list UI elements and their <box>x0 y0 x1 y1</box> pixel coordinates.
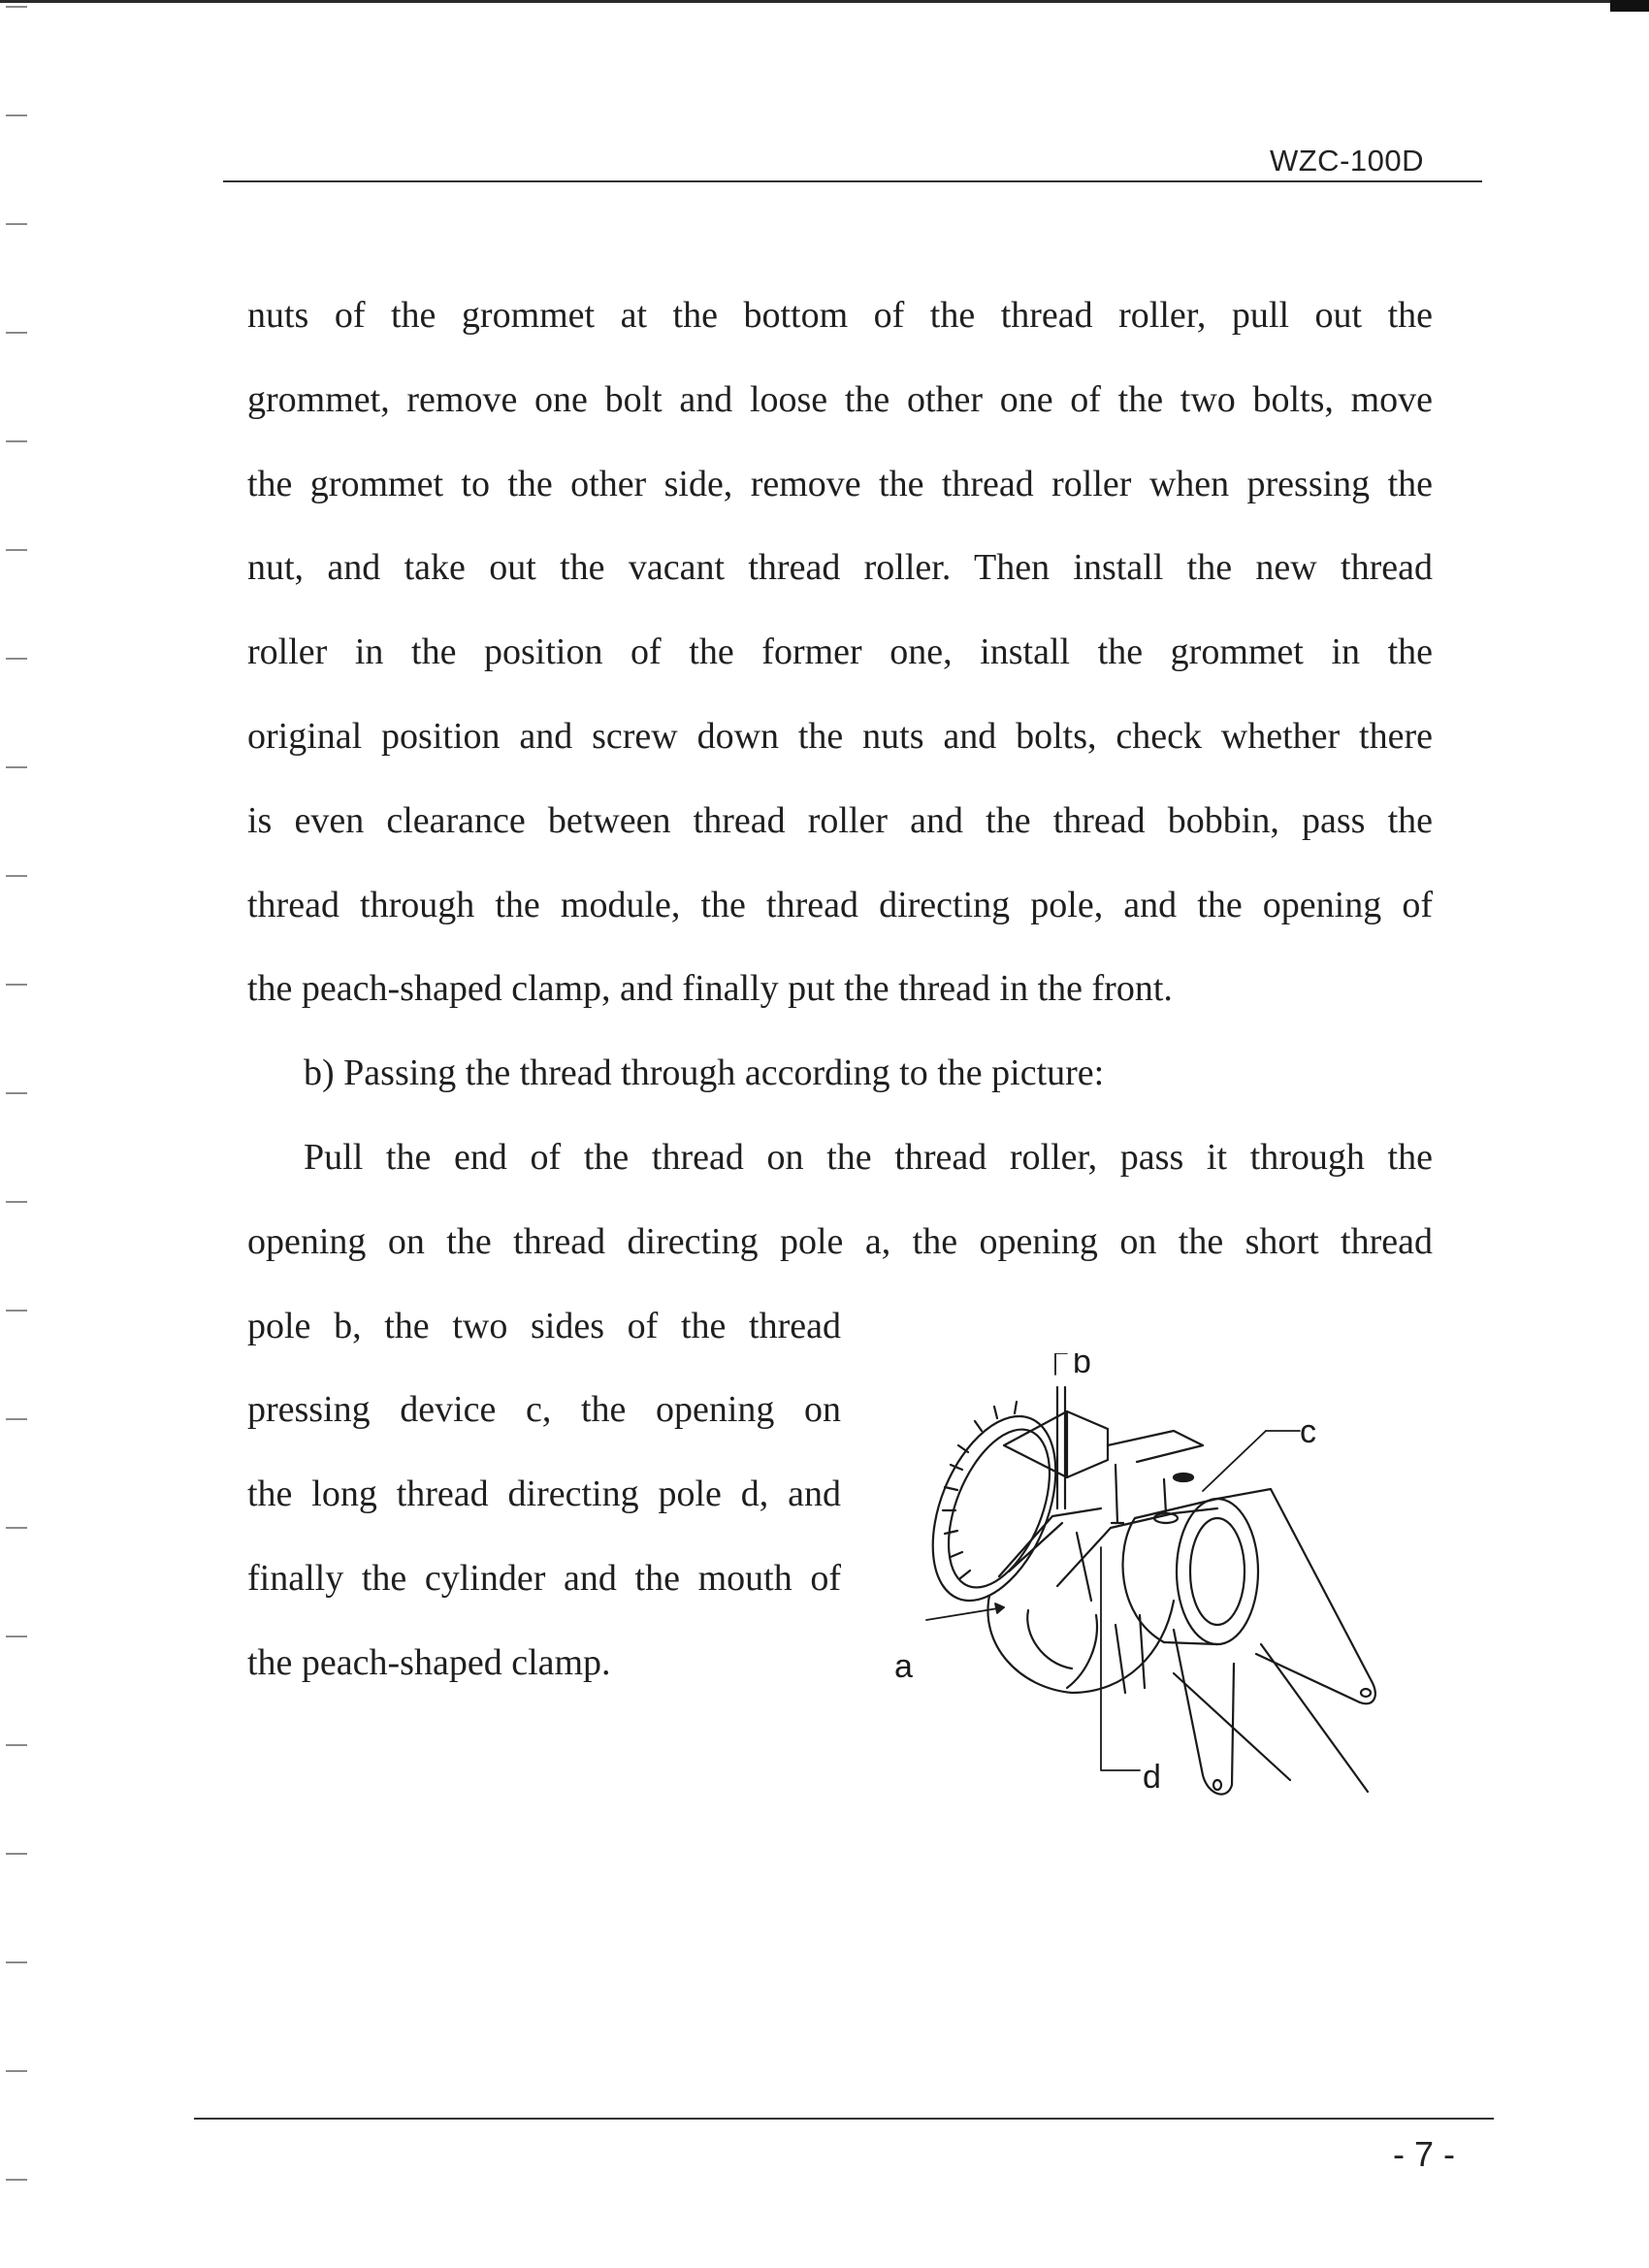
text-line: is even clearance between thread roller and the thread bobbin, pass the <box>247 799 1433 841</box>
threading-diagram-svg <box>883 1353 1387 1896</box>
machine-body <box>987 1411 1217 1693</box>
scan-top-border <box>0 0 1649 3</box>
text-line: the peach-shaped clamp. <box>247 1641 611 1683</box>
paragraph-replace-roller <box>247 274 1433 1031</box>
text-line: the long thread directing pole d, and <box>247 1474 841 1515</box>
paragraph-subheading <box>247 1031 1433 1116</box>
section-heading-b: b) Passing the thread through according to the picture: <box>304 1053 1105 1094</box>
figure-label-d: d <box>1143 1759 1161 1796</box>
text-line: the grommet to the other side, remove the thread roller when pressing the <box>247 463 1433 504</box>
figure-label-b: b <box>1073 1353 1091 1380</box>
scan-left-edge-marks <box>0 0 39 2268</box>
header-divider <box>223 180 1482 182</box>
thread-roller-wheel <box>909 1399 1081 1619</box>
text-line: pole b, the two sides of the thread <box>247 1305 841 1346</box>
text-line: finally the cylinder and the mouth of <box>247 1557 841 1599</box>
text-line: opening on the thread directing pole a, the opening on the short thread <box>247 1220 1433 1262</box>
text-line: roller in the position of the former one, install the grommet in the <box>247 632 1433 673</box>
document-model-header: WZC-100D <box>1269 144 1424 178</box>
text-line: Pull the end of the thread on the thread roller, pass it through the <box>304 1136 1433 1178</box>
text-line: nuts of the grommet at the bottom of the thread roller, pull out the <box>247 295 1433 336</box>
text-line: pressing device c, the opening on <box>247 1389 841 1431</box>
page-number: - 7 - <box>1392 2134 1455 2174</box>
figure-label-a: a <box>894 1648 913 1685</box>
text-line: nut, and take out the vacant thread roller. Then install the new thread <box>247 547 1433 589</box>
text-line: grommet, remove one bolt and loose the other one of the two bolts, move <box>247 378 1433 420</box>
text-line: the peach-shaped clamp, and finally put the thread in the front. <box>247 968 1173 1010</box>
scan-corner-mark <box>1610 0 1649 12</box>
text-line: thread through the module, the thread directing pole, and the opening of <box>247 884 1433 925</box>
footer-divider <box>194 2118 1494 2120</box>
threading-diagram <box>883 1353 1387 1896</box>
figure-label-c: c <box>1300 1413 1316 1450</box>
text-line: original position and screw down the nuts and bolts, check whether there <box>247 715 1433 757</box>
